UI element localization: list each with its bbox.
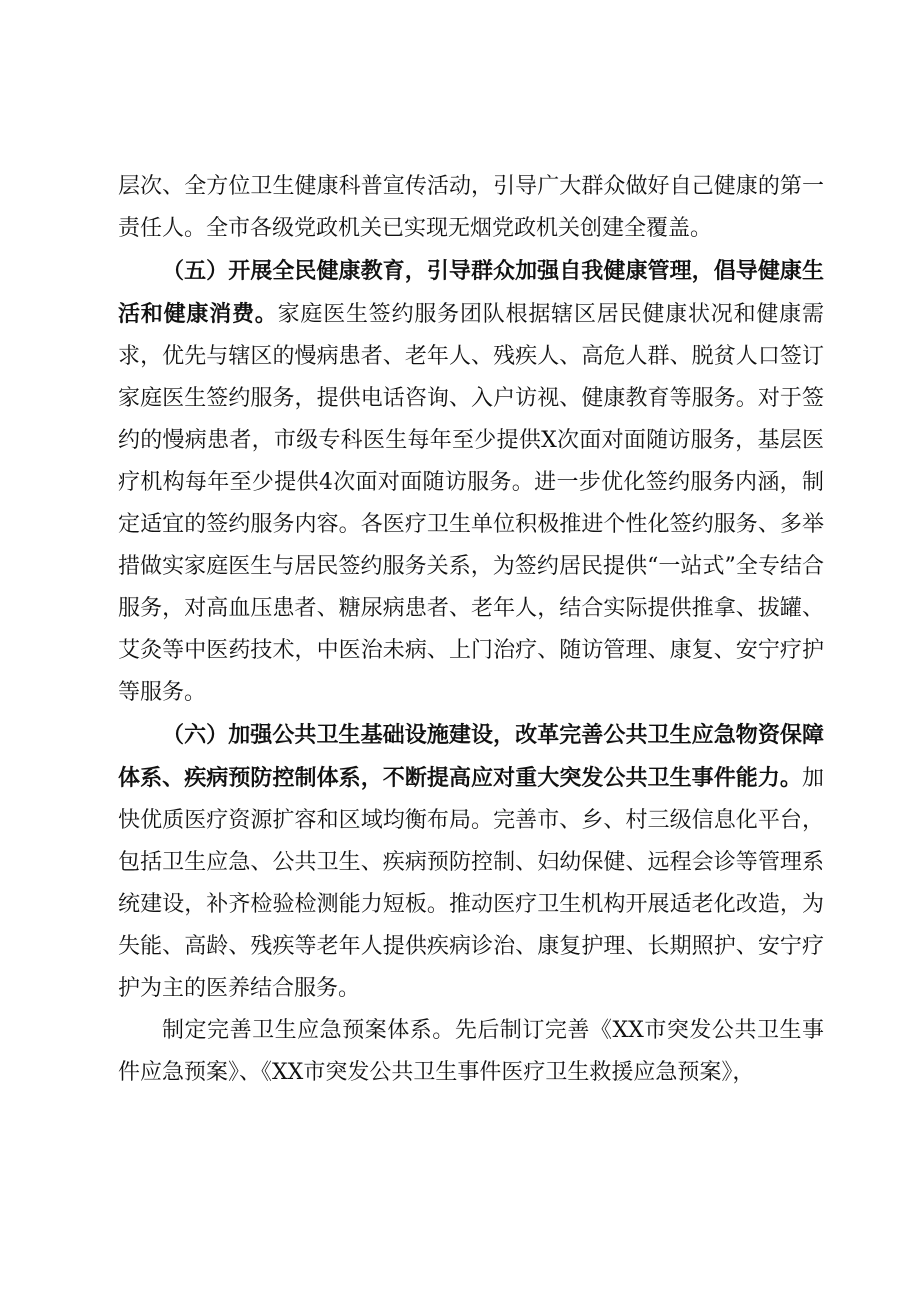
paragraph-section-6 <box>118 714 824 1010</box>
paragraph-emergency-plans <box>118 1010 824 1094</box>
paragraph-continuation <box>118 166 824 250</box>
paragraph-section-5 <box>118 250 824 714</box>
document-body <box>118 166 824 1094</box>
paragraph-text: 家庭医生签约服务团队根据辖区居民健康状况和健康需求，优先与辖区的慢病患者、老年人、残疾人、高危人群、脱贫人口签订家庭医生签约服务，提供电话咨询、入户访视、健康教育等服务。对于签约的慢病患者，市级专科医生每年至少提供X次面对面随访服务，基层医疗机构每年至少提供4次面对面随访服务。进一步优化签约服务内涵，制定适宜的签约服务内容。各医疗卫生单位积极推进个性化签约服务、多举措做实家庭医生与居民签约服务关系，为签约居民提供“一站式”全专结合服务，对高血压患者、糖尿病患者、老年人，结合实际提供推拿、拔罐、艾灸等中医药技术，中医治未病、上门治疗、随访管理、康复、安宁疗护等服务。 <box>118 302 824 705</box>
paragraph-text: 加快优质医疗资源扩容和区域均衡布局。完善市、乡、村三级信息化平台，包括卫生应急、公共卫生、疾病预防控制、妇幼保健、远程会诊等管理系统建设，补齐检验检测能力短板。推动医疗卫生机构开展适老化改造，为失能、高龄、残疾等老年人提供疾病诊治、康复护理、长期照护、安宁疗护为主的医养结合服务。 <box>118 766 824 1001</box>
section-6-heading: （六）加强公共卫生基础设施建设，改革完善公共卫生应急物资保障体系、疾病预防控制体系，不断提高应对重大突发公共卫生事件能力。 <box>118 722 824 791</box>
section-5-heading: （五）开展全民健康教育，引导群众加强自我健康管理，倡导健康生活和健康消费。 <box>118 258 824 327</box>
paragraph-text: 制定完善卫生应急预案体系。先后制订完善《XX市突发公共卫生事件应急预案》、《XX市突发公共卫生事件医疗卫生救援应急预案》， <box>118 1018 824 1085</box>
paragraph-text: 层次、全方位卫生健康科普宣传活动，引导广大群众做好自己健康的第一责任人。全市各级党政机关已实现无烟党政机关创建全覆盖。 <box>118 174 824 241</box>
